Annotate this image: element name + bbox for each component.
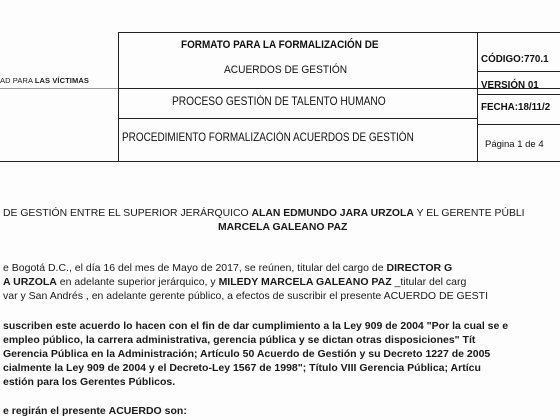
p3-text-a: e regirán el presente — [3, 405, 106, 417]
p3-text-c: son: — [164, 405, 187, 417]
meta-divider-1 — [477, 71, 560, 72]
p2-law-ref: Ley 909 de 2004 "Por la cual se e — [343, 320, 509, 332]
logo-text-bold: LAS VÍCTIMAS — [34, 76, 89, 85]
document-date: FECHA:18/11/2 — [481, 102, 551, 113]
agreement-heading-line2 — [218, 222, 347, 234]
page-number: Página 1 de 4 — [485, 139, 544, 150]
p2-text-l2: empleo público, la carrera administrativa, gerencia pública y se dictan otras disposiciones" Tít — [3, 334, 476, 346]
procedure-title: PROCEDIMIENTO FORMALIZACIÓN ACUERDOS DE GESTIÓN — [122, 131, 414, 144]
document-code: CÓDIGO:770.1 — [481, 54, 549, 65]
paragraph2-line3 — [3, 348, 490, 360]
p1-manager-name: MILEDY MARCELA GALEANO PAZ — [218, 276, 392, 288]
paragraph2-line5 — [3, 376, 175, 388]
paragraph2-line1 — [3, 320, 508, 332]
agreement-heading-line1 — [3, 208, 525, 220]
table-right-col-border — [477, 32, 478, 162]
p1-text-l3: var y San Andrés , en adelante gerente público, a efectos de suscribir el presente ACUERDO DE GESTI — [3, 290, 488, 302]
p2-text-a: suscriben este acuerdo lo hacen con el fin de dar cumplimiento a la — [3, 320, 341, 332]
heading-superior-name: ALAN EDMUNDO JARA URZOLA — [251, 208, 414, 219]
meta-divider-2 — [477, 94, 560, 95]
paragraph2-line2 — [3, 334, 475, 346]
p1-text: e Bogotá D.C., el día 16 del mes de Mayo de 2017, se reúnen, titular del cargo de — [3, 262, 384, 274]
paragraph1-line1 — [3, 262, 452, 274]
heading-text-c: Y EL GERENTE PÚBLI — [416, 208, 525, 219]
heading-manager-name: MARCELA GALEANO PAZ — [218, 222, 348, 233]
paragraph1-line2 — [3, 276, 466, 288]
format-title-line1: FORMATO PARA LA FORMALIZACIÓN DE — [181, 39, 379, 51]
logo-text-plain: AD PARA — [0, 76, 33, 85]
p2-text-l5: estión para los Gerentes Públicos. — [3, 376, 176, 388]
process-title: PROCESO GESTIÓN DE TALENTO HUMANO — [172, 95, 386, 108]
table-bottom-border — [0, 161, 560, 162]
p2-text-l4: cialmente la Ley 909 de 2004 y el Decreto-Ley 1567 de 1998"; Título VIII Gerencia Pública; Artícu — [3, 362, 481, 374]
p1-text-d: _titular del carg — [394, 276, 467, 288]
p1-name-part: A URZOLA — [3, 276, 57, 288]
paragraph1-line3 — [3, 290, 488, 302]
paragraph3-line1 — [3, 405, 187, 417]
document-version: VERSIÓN 01 — [481, 80, 539, 91]
p2-text-l3: Gerencia Pública en la Administración; Artículo 50 Acuerdo de Gestión y su Decreto 1227 de 2005 — [3, 348, 491, 360]
paragraph2-line4 — [3, 362, 481, 374]
p1-position: DIRECTOR G — [386, 262, 453, 274]
logo-text — [0, 76, 89, 85]
meta-divider-3 — [477, 124, 560, 125]
table-divider-2 — [118, 118, 478, 119]
table-left-border — [118, 32, 119, 162]
p3-agreement-word: ACUERDO — [108, 405, 162, 417]
heading-text-a: DE GESTIÓN ENTRE EL SUPERIOR JERÁRQUICO — [3, 208, 249, 219]
table-top-border — [118, 32, 560, 33]
p1-text-b: en adelante superior jerárquico, y — [59, 276, 216, 288]
format-title-line2: ACUERDOS DE GESTIÓN — [224, 64, 348, 76]
logo-underline — [0, 88, 118, 89]
